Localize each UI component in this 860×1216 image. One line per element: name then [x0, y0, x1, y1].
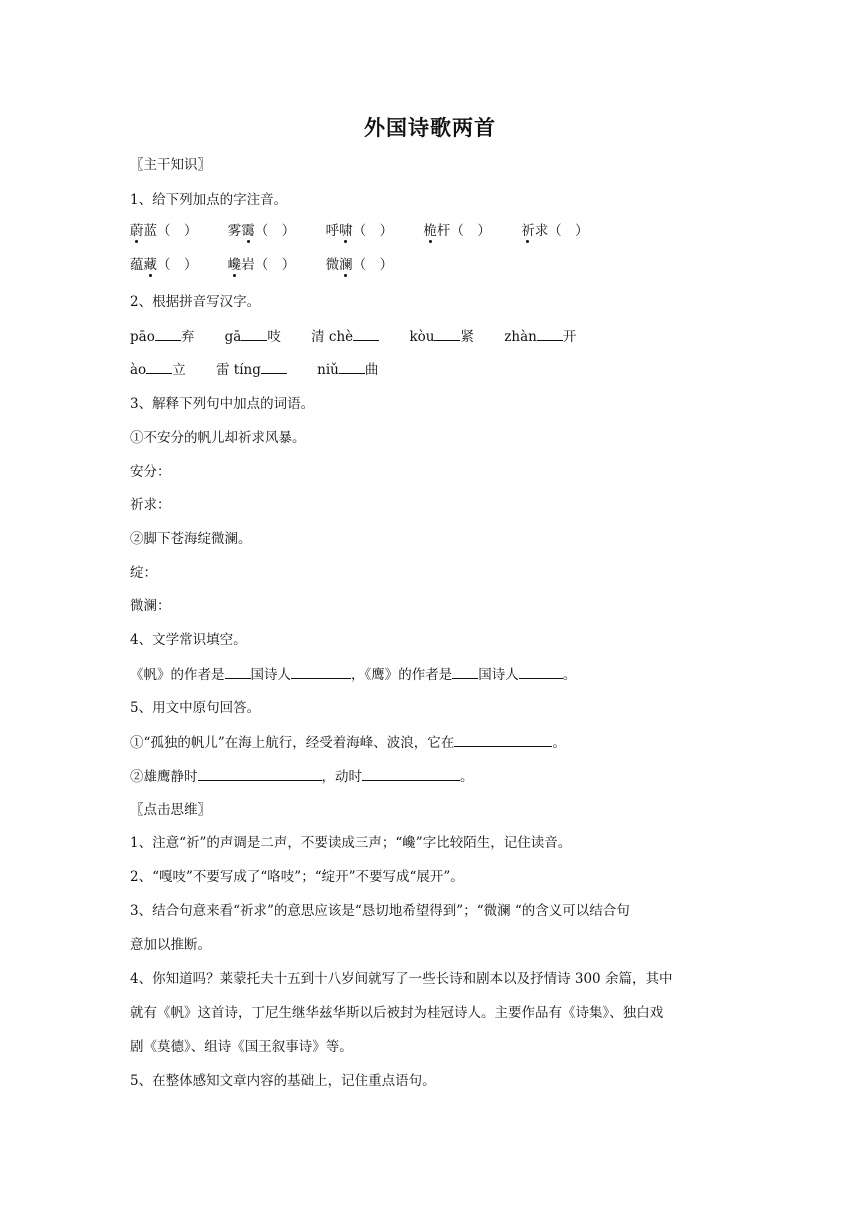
section-heading-thinking: 〖点击思维〗: [130, 802, 211, 818]
q2-item: kòu 紧: [409, 326, 474, 347]
q2-item: 雷 tíng: [216, 359, 287, 380]
q3-word-anfen: 安分：: [130, 464, 171, 480]
q2-item: ào 立: [130, 359, 186, 380]
q1-item: 蕴藏（ ）: [130, 257, 198, 273]
answer-blank[interactable]: [454, 732, 552, 747]
q1-item: 微澜（ ）: [325, 257, 394, 273]
tip-line: 就有《帆》这首诗，丁尼生继华兹华斯以后被封为桂冠诗人。主要作品有《诗集》、独白戏: [130, 1005, 664, 1021]
tip-line: 1、注意“祈”的声调是二声，不要读成三声；“巉”字比较陌生，记住读音。: [130, 835, 572, 851]
q1-item: 巉岩（ ）: [227, 257, 296, 273]
answer-blank[interactable]: [339, 359, 365, 374]
answer-blank[interactable]: [155, 326, 181, 341]
tip-line: 5、在整体感知文章内容的基础上，记住重点语句。: [130, 1073, 436, 1089]
q1-item: 桅杆（ ）: [423, 223, 491, 239]
q2-item: pāo 弃: [130, 326, 194, 347]
answer-blank[interactable]: [241, 326, 267, 341]
answer-blank[interactable]: [261, 359, 287, 374]
q1-item: 蔚蓝（ ）: [130, 223, 198, 239]
q1-row2: [130, 255, 750, 275]
answer-blank[interactable]: [291, 664, 351, 679]
q2-item: niǔ 曲: [317, 359, 378, 380]
q3-word-qiqiu: 祈求：: [130, 497, 171, 513]
q2-heading: 2、根据拼音写汉字。: [130, 294, 261, 310]
q3-word-weilan: 微澜：: [130, 598, 171, 614]
answer-blank[interactable]: [537, 326, 563, 341]
answer-blank[interactable]: [452, 664, 478, 679]
answer-blank[interactable]: [225, 664, 251, 679]
q1-item: 呼啸（ ）: [325, 223, 394, 239]
q2-item: zhàn 开: [504, 326, 576, 347]
section-heading-main-knowledge: 〖主干知识〗: [130, 157, 211, 173]
answer-blank[interactable]: [519, 664, 563, 679]
q2-row2: [130, 359, 750, 380]
q3-word-zhan: 绽：: [130, 565, 157, 581]
q3-heading: 3、解释下列句中加点的词语。: [130, 396, 315, 412]
tip-line: 4、你知道吗？莱蒙托夫十五到十八岁间就写了一些长诗和剧本以及抒情诗 300 余篇，其中: [130, 971, 673, 987]
q5-heading: 5、用文中原句回答。: [130, 700, 261, 716]
q5-item-2: ②雄鹰静时 ，动时 。: [130, 766, 750, 787]
q1-heading: 1、给下列加点的字注音。: [130, 192, 288, 208]
tip-line: 剧《莫德》、组诗《国王叙事诗》等。: [130, 1039, 353, 1055]
q2-item: 清 chè: [311, 326, 379, 347]
q5-item-1: ①“孤独的帆儿”在海上航行，经受着海峰、波浪，它在 。: [130, 732, 750, 753]
answer-blank[interactable]: [362, 766, 460, 781]
answer-blank[interactable]: [353, 326, 379, 341]
answer-blank[interactable]: [146, 359, 172, 374]
q1-item: 祈求（ ）: [521, 223, 589, 239]
page-title: 外国诗歌两首: [364, 116, 496, 140]
q4-fill-line: 《帆》的作者是 国诗人 ，《鹰》的作者是 国诗人 。: [130, 664, 750, 685]
q2-item: gā 吱: [225, 326, 281, 347]
q2-row1: [130, 326, 750, 347]
tip-line: 3、结合句意来看“祈求”的意思应该是“恳切地希望得到”；“微澜 “的含义可以结合句: [130, 903, 630, 919]
q1-item: 雾霭（ ）: [227, 223, 296, 239]
q3-sentence-1: ①不安分的帆儿却祈求风暴。: [130, 430, 306, 446]
q1-row1: [130, 221, 750, 241]
q4-heading: 4、文学常识填空。: [130, 632, 247, 648]
q3-sentence-2: ②脚下苍海绽微澜。: [130, 531, 252, 547]
tip-line: 意加以推断。: [130, 937, 211, 953]
tip-line: 2、“嘎吱”不要写成了“咯吱”；“绽开”不要写成“展开”。: [130, 869, 464, 885]
answer-blank[interactable]: [198, 766, 322, 781]
answer-blank[interactable]: [434, 326, 460, 341]
